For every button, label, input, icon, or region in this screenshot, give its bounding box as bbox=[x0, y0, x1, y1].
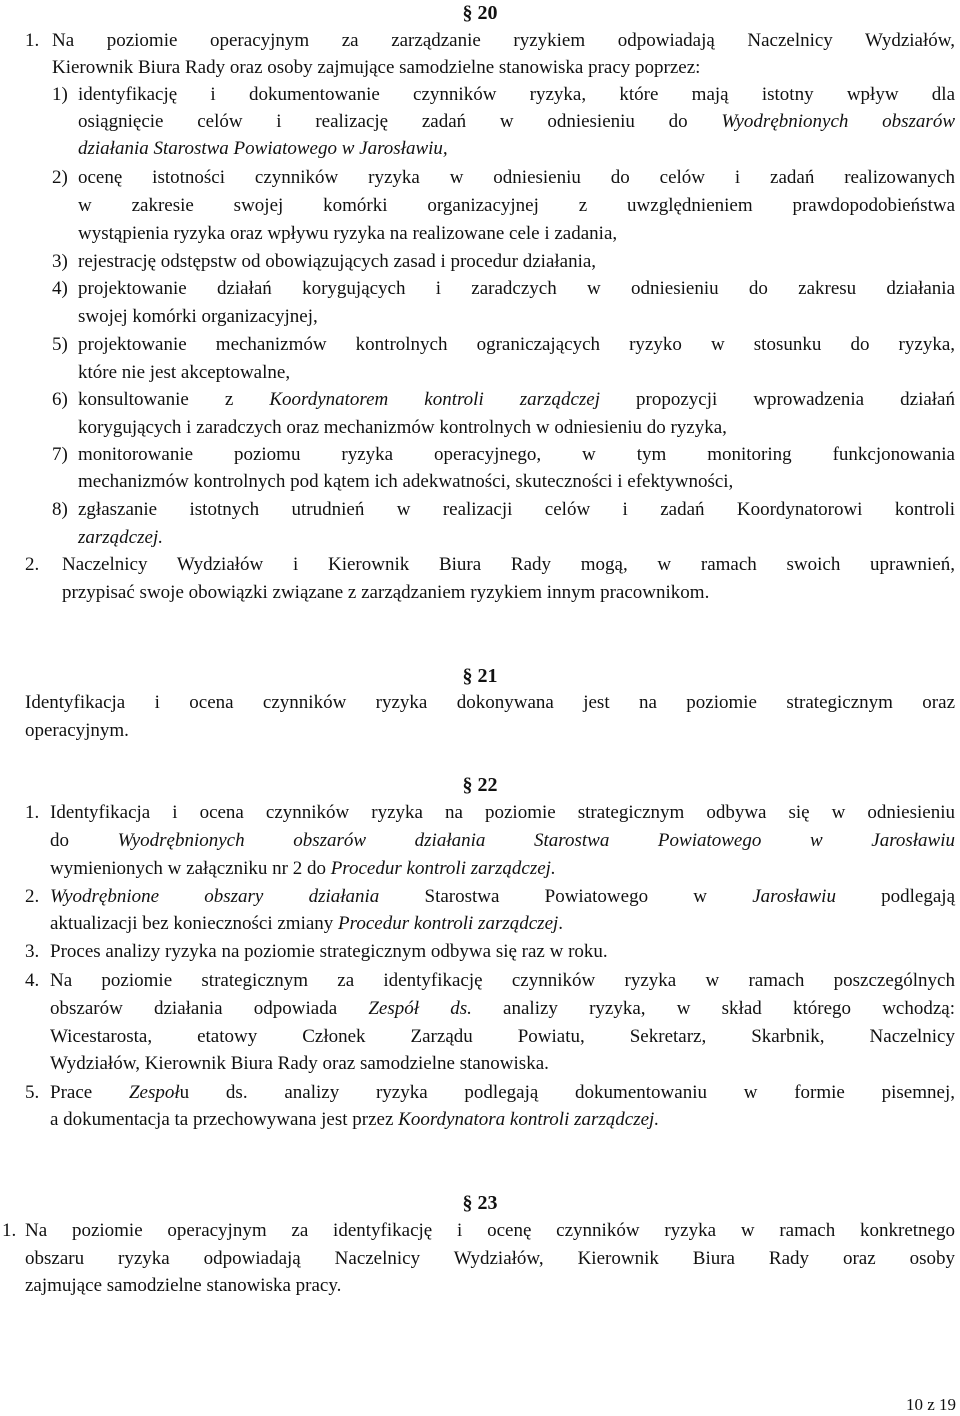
section-22-heading: § 22 bbox=[462, 774, 498, 796]
s20-item-3-line-1: rejestrację odstępstw od obowiązujących zasad i procedur działania, bbox=[78, 251, 597, 272]
s20-item-7-line-2: mechanizmów kontrolnych pod kątem ich adekwatności, skuteczności i efektywności, bbox=[78, 471, 734, 492]
s20-item-4-line-2: swojej komórki organizacyjnej, bbox=[78, 306, 318, 327]
s22-p5-line-2 bbox=[50, 1107, 659, 1133]
s22-p5-line-2-text: a dokumentacja ta przechowywana jest przez bbox=[50, 1109, 399, 1130]
s20-item-7-line-1: monitorowanie poziomu ryzyka operacyjnego, w tym monitoring funkcjonowania bbox=[78, 444, 955, 465]
section-21-heading: § 21 bbox=[462, 665, 498, 687]
s22-p2-number: 2. bbox=[25, 886, 40, 907]
s20-item-1-line-2-text: osiągnięcie celów i realizację zadań w odniesieniu do bbox=[78, 111, 722, 132]
s20-item-6-text-c: propozycji wprowadzenia działań bbox=[600, 389, 955, 410]
s22-p4-line-3: Wicestarosta, etatowy Członek Zarządu Powiatu, Sekretarz, Skarbnik, Naczelnicy bbox=[50, 1026, 955, 1047]
s20-item-5-number: 5) bbox=[52, 334, 68, 355]
s20-item-2-number: 2) bbox=[52, 167, 68, 188]
s20-item-2-line-3: wystąpienia ryzyka oraz wpływu ryzyka na realizowane cele i zadania, bbox=[78, 223, 618, 244]
s22-p4-text-a: obszarów działania odpowiada bbox=[50, 998, 369, 1019]
s23-p1-number: 1. bbox=[2, 1220, 17, 1241]
s22-p2-line-2 bbox=[50, 911, 563, 937]
s22-p2-line-1 bbox=[50, 884, 955, 910]
s20-item-8-italic: zarządczej. bbox=[78, 527, 163, 548]
s20-item-1-line-2-italic: Wyodrębnionych obszarów bbox=[721, 111, 955, 132]
s20-item-1-line-2 bbox=[78, 109, 955, 135]
s20-item-8-line-2 bbox=[78, 525, 163, 551]
s22-p2-text-d: podlegają bbox=[835, 886, 956, 907]
s22-p2-line-2-text: aktualizacji bez konieczności zmiany bbox=[50, 913, 339, 934]
s22-p2-text-b: Starostwa Powiatowego w bbox=[379, 886, 753, 907]
s20-item-6-line-2: korygujących i zaradczych oraz mechanizmów kontrolnych w odniesieniu do ryzyka, bbox=[78, 417, 727, 438]
s21-line-1: Identyfikacja i ocena czynników ryzyka dokonywana jest na poziomie strategicznym oraz bbox=[25, 692, 955, 713]
page-separator: z bbox=[927, 1395, 935, 1414]
s20-item-1-line-1: identyfikację i dokumentowanie czynników ryzyka, które mają istotny wpływ dla bbox=[78, 84, 955, 105]
s20-item-5-line-1: projektowanie mechanizmów kontrolnych ograniczających ryzyko w stosunku do ryzyka, bbox=[78, 334, 955, 355]
s20-item-6-line-1 bbox=[78, 387, 955, 413]
s22-p5-number: 5. bbox=[25, 1082, 40, 1103]
s20-item-4-number: 4) bbox=[52, 278, 68, 299]
s22-p1-line-1: Identyfikacja i ocena czynników ryzyka na poziomie strategicznym odbywa się w odniesieniu bbox=[50, 802, 955, 823]
s22-p1-line-2 bbox=[50, 828, 955, 854]
s20-item-4-line-1: projektowanie działań korygujących i zaradczych w odniesieniu do zakresu działania bbox=[78, 278, 955, 299]
s22-p4-number: 4. bbox=[25, 970, 40, 991]
s22-p5-line-1 bbox=[50, 1080, 955, 1106]
s20-item-1-number: 1) bbox=[52, 84, 68, 105]
s20-p1-line-1: Na poziomie operacyjnym za zarządzanie ryzykiem odpowiadają Naczelnicy Wydziałów, bbox=[52, 30, 955, 51]
s20-p1-line-2: Kierownik Biura Rady oraz osoby zajmujące samodzielne stanowiska pracy poprzez: bbox=[52, 57, 701, 78]
page-current: 10 bbox=[905, 1395, 923, 1414]
s20-item-6-italic: Koordynatorem kontroli zarządczej bbox=[269, 389, 600, 410]
s22-p2-line-2-dot: . bbox=[558, 913, 564, 934]
s20-item-6-text-a: konsultowanie z bbox=[78, 389, 270, 410]
section-23-heading: § 23 bbox=[462, 1192, 498, 1214]
s22-p4-line-2 bbox=[50, 996, 955, 1022]
s22-p5-text-c: u ds. analizy ryzyka podlegają dokumentowaniu w formie pisemnej, bbox=[179, 1082, 955, 1103]
s22-p5-line-2-italic: Koordynatora kontroli zarządczej. bbox=[398, 1109, 660, 1130]
s22-p5-italic: Zespoł bbox=[128, 1082, 180, 1103]
s22-p4-italic: Zespół ds. bbox=[368, 998, 472, 1019]
s22-p1-number: 1. bbox=[25, 802, 40, 823]
s20-item-1-line-3 bbox=[78, 136, 448, 162]
s22-p1-line-2-italic: Wyodrębnionych obszarów działania Starostwa Powiatowego w Jarosławiu bbox=[117, 830, 956, 851]
s20-item-2-line-2: w zakresie swojej komórki organizacyjnej z uwzględnieniem prawdopodobieństwa bbox=[78, 195, 955, 216]
s22-p3-number: 3. bbox=[25, 941, 40, 962]
s23-p1-line-2: obszaru ryzyka odpowiadają Naczelnicy Wydziałów, Kierownik Biura Rady oraz osoby bbox=[25, 1248, 955, 1269]
s20-item-7-number: 7) bbox=[52, 444, 68, 465]
s22-p2-line-2-italic: Procedur kontroli zarządczej bbox=[338, 913, 559, 934]
s22-p2-italic-c: Jarosławiu bbox=[752, 886, 836, 907]
s20-item-3-number: 3) bbox=[52, 251, 68, 272]
s22-p3-line-1: Proces analizy ryzyka na poziomie strategicznym odbywa się raz w roku. bbox=[50, 941, 608, 962]
s20-item-5-line-2: które nie jest akceptowalne, bbox=[78, 362, 291, 383]
s20-item-2-line-1: ocenę istotności czynników ryzyka w odniesieniu do celów i zadań realizowanych bbox=[78, 167, 955, 188]
s20-item-8-number: 8) bbox=[52, 499, 68, 520]
section-20-heading: § 20 bbox=[462, 2, 498, 24]
s22-p1-line-2-text: do bbox=[50, 830, 118, 851]
s20-p2-number: 2. bbox=[25, 554, 40, 575]
page-total: 19 bbox=[939, 1395, 956, 1414]
s23-p1-line-3: zajmujące samodzielne stanowiska pracy. bbox=[25, 1275, 342, 1296]
s22-p5-text-a: Prace bbox=[50, 1082, 129, 1103]
s21-line-2: operacyjnym. bbox=[25, 720, 129, 741]
s20-item-6-number: 6) bbox=[52, 389, 68, 410]
s20-p2-line-2: przypisać swoje obowiązki związane z zarządzaniem ryzykiem innym pracownikom. bbox=[62, 582, 710, 603]
s20-item-8-line-1: zgłaszanie istotnych utrudnień w realizacji celów i zadań Koordynatorowi kontroli bbox=[78, 499, 955, 520]
page-number bbox=[906, 1394, 956, 1416]
s22-p1-line-3-text: wymienionych w załączniku nr 2 do bbox=[50, 858, 331, 879]
s22-p1-line-3-italic: Procedur kontroli zarządczej. bbox=[330, 858, 556, 879]
s22-p4-text-c: analizy ryzyka, w skład którego wchodzą: bbox=[471, 998, 955, 1019]
s22-p4-line-1: Na poziomie strategicznym za identyfikację czynników ryzyka w ramach poszczególnych bbox=[50, 970, 955, 991]
s22-p4-line-4: Wydziałów, Kierownik Biura Rady oraz samodzielne stanowiska. bbox=[50, 1053, 549, 1074]
s23-p1-line-1: Na poziomie operacyjnym za identyfikację i ocenę czynników ryzyka w ramach konkretnego bbox=[25, 1220, 955, 1241]
s22-p1-line-3 bbox=[50, 856, 556, 882]
s20-p1-number: 1. bbox=[25, 30, 40, 51]
s22-p2-italic-a: Wyodrębnione obszary działania bbox=[50, 886, 380, 907]
s20-item-1-line-3-italic: działania Starostwa Powiatowego w Jarosławiu, bbox=[78, 138, 448, 159]
s20-p2-line-1: Naczelnicy Wydziałów i Kierownik Biura Rady mogą, w ramach swoich uprawnień, bbox=[62, 554, 955, 575]
